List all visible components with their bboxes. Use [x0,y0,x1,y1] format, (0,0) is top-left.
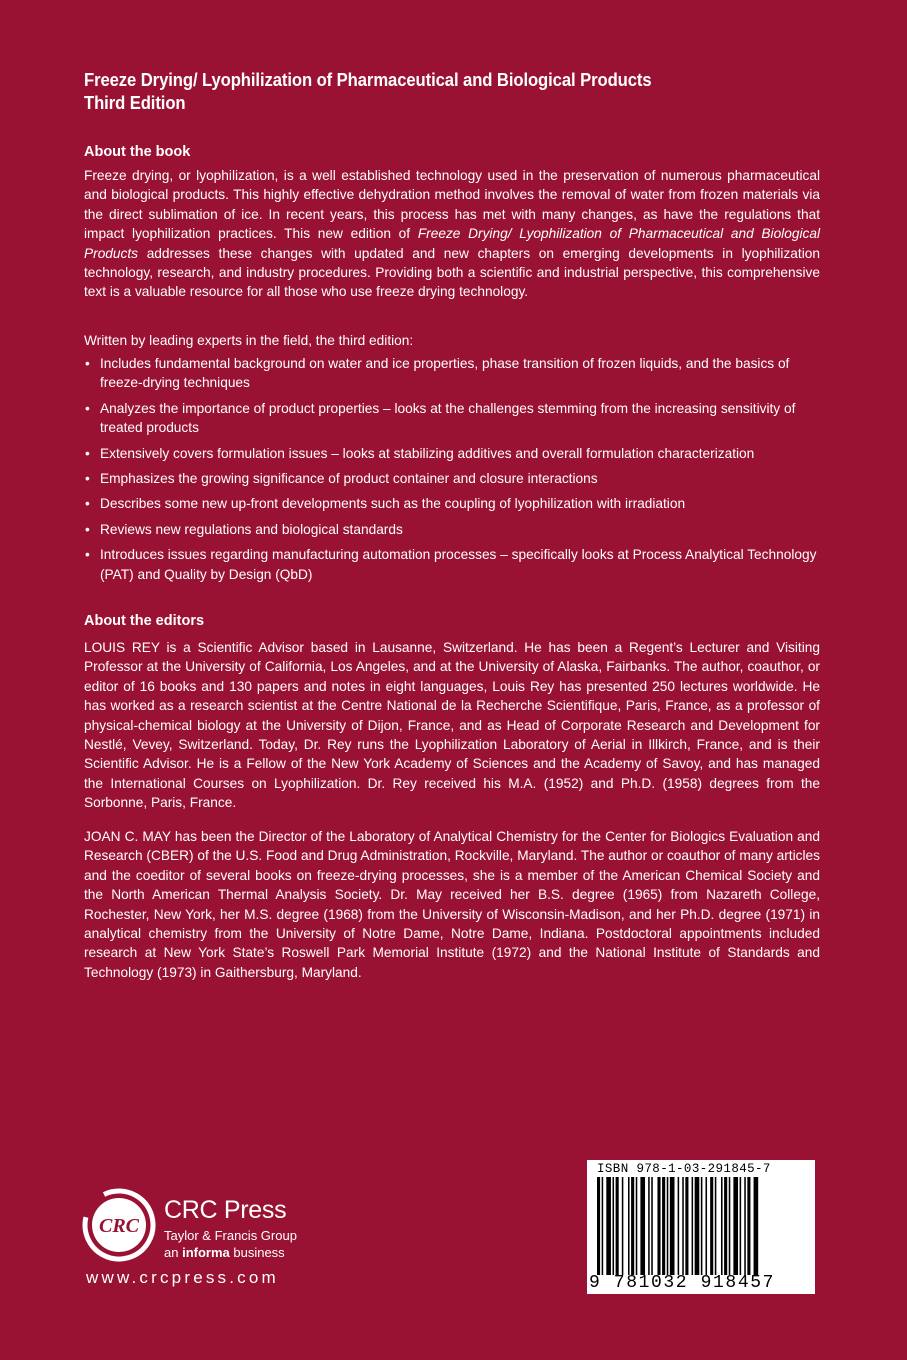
list-item: • Describes some new up-front developments such as the coupling of lyophilization with irradiation [84,494,820,513]
barcode-bar [636,1177,638,1275]
list-item: • Extensively covers formulation issues – looks at stabilizing additives and overall formulation characterization [84,444,820,463]
barcode-bar [628,1177,630,1275]
publisher-website: www.crcpress.com [86,1268,279,1287]
logo-text: CRC [98,1215,140,1237]
about-book-description [84,166,820,302]
editor-bio-rey: LOUIS REY is a Scientific Advisor based in Lausanne, Switzerland. He has been a Regent’s Lecturer and Visiting Professor at the University of California, Los Angeles, and at the University of Alaska, Fairbanks. The author, coauthor, or editor of 16 books and 130 papers and notes in eight languages, Louis Rey has presented 250 lectures worldwide. He has worked as a research scientist at the Centre National de la Recherche Scientifique, Paris, France, as a professor of physical-chemical biology at the University of Dijon, France, and as Head of Corporate Research and Development for Nestlé, Vevey, Switzerland. Today, Dr. Rey runs the Lyophilization Laboratory of Aerial in Illkirch, France, and is their Scientific Advisor. He is a Fellow of the New York Academy of Sciences and the Academy of Savoy, and has managed the International Courses on Lyophilization. Dr. Rey received his M.A. (1952) and Ph.D. (1958) degrees from the Sorbonne, Paris, France. [84,640,820,811]
barcode-bar [662,1177,665,1275]
barcode-bar [710,1177,713,1275]
about-book-description-part2: addresses these changes with updated and new chapters on emerging developments in lyophilization technology, research, and industry procedures. Providing both a scientific and industrial perspective, this comprehensive text is a valuable resource for all those who use freeze drying technology. [84,245,820,300]
informa-suffix: business [229,1245,285,1260]
about-book-description-part1: Freeze drying, or lyophilization, is a well established technology used in the preservation of numerous pharmaceutical and biological products. This highly effective dehydration method involves the removal of water from frozen materials via the direct sublimation of ice. In recent years, this process has met with many changes, as have the regulations that impact lyophilization practices. This new edition of [84,168,820,242]
barcode-bar [692,1177,694,1275]
publisher-parent [164,1244,297,1261]
barcode-bar [695,1177,700,1275]
list-item: • Introduces issues regarding manufacturing automation processes – specifically looks at Process Analytical Technology (PAT) and Quality by Design (QbD) [84,545,820,584]
list-item: • Reviews new regulations and biological standards [84,520,820,539]
barcode-bar [685,1177,688,1275]
barcode-bar [616,1177,619,1275]
editor-bio-may: JOAN C. MAY has been the Director of the Laboratory of Analytical Chemistry for the Center for Biologics Evaluation and Research (CBER) of the U.S. Food and Drug Administration, Rockville, Maryland. The author or coauthor of many articles and the coeditor of several books on freeze-drying processes, she is a member of the American Chemical Society and the North American Thermal Analysis Society. Dr. May received her B.S. degree (1965) from Nazareth College, Rochester, New York, her M.S. degree (1968) from the University of Wisconsin-Madison, and her Ph.D. degree (1971) in analytical chemistry from the University of Notre Dame, Notre Dame, Indiana. Postdoctoral appointments included research at New York State’s Roswell Park Memorial Institute (1972) and the National Institute of Standards and Technology (1973) in Gaithersburg, Maryland. [84,829,820,980]
barcode [587,1160,815,1294]
features-lead-in: Written by leading experts in the field, the third edition: [84,333,414,348]
book-title-italic: Freeze Drying/ Lyophilization of Pharmaceutical and Biological Products [84,226,820,261]
barcode-bar [667,1177,669,1275]
barcode-bar [678,1177,680,1275]
isbn-label: ISBN 978-1-03-291845-7 [597,1162,771,1176]
barcode-bar [754,1177,759,1275]
barcode-bar [715,1177,717,1275]
barcode-bar [733,1177,738,1275]
barcode-bar [721,1177,723,1275]
list-item: • Emphasizes the growing significance of product container and closure interactions [84,469,820,488]
about-editors-heading: About the editors [84,613,205,629]
barcode-bar [740,1177,742,1275]
list-item: • Includes fundamental background on water and ice properties, phase transition of frozen liquids, and the basics of freeze-drying techniques [84,354,820,393]
publisher-group: Taylor & Francis Group [164,1228,297,1243]
barcode-bar [747,1177,750,1275]
crc-logo-icon [82,1188,156,1262]
barcode-bar [631,1177,634,1275]
barcode-bar [682,1177,684,1275]
barcode-bar [597,1177,600,1275]
publisher-block [164,1196,297,1261]
barcode-bar [706,1177,708,1275]
barcode-bar [613,1177,615,1275]
barcode-bar [701,1177,703,1275]
book-title-line1: Freeze Drying/ Lyophilization of Pharmaceutical and Biological Products [84,69,652,90]
book-edition: Third Edition [84,92,186,113]
features-list [84,354,820,590]
barcode-bar [744,1177,746,1275]
barcode-bar [640,1177,645,1275]
barcode-bar [729,1177,731,1275]
informa-prefix: an [164,1245,183,1260]
barcode-digits: 9 781032 918457 [589,1273,776,1293]
about-book-heading: About the book [84,144,191,160]
book-title [84,68,768,114]
publisher-name: CRC Press [164,1196,287,1224]
barcode-bar [606,1177,611,1275]
barcode-bars [597,1177,805,1275]
barcode-bar [670,1177,675,1275]
list-item: • Analyzes the importance of product properties – looks at the challenges stemming from the increasing sensitivity of treated products [84,399,820,438]
barcode-bar [657,1177,660,1275]
barcode-bar [602,1177,604,1275]
barcode-bar [648,1177,650,1275]
barcode-bar [724,1177,727,1275]
barcode-bar [622,1177,624,1275]
informa-brand: informa [182,1245,230,1260]
barcode-bar [651,1177,653,1275]
